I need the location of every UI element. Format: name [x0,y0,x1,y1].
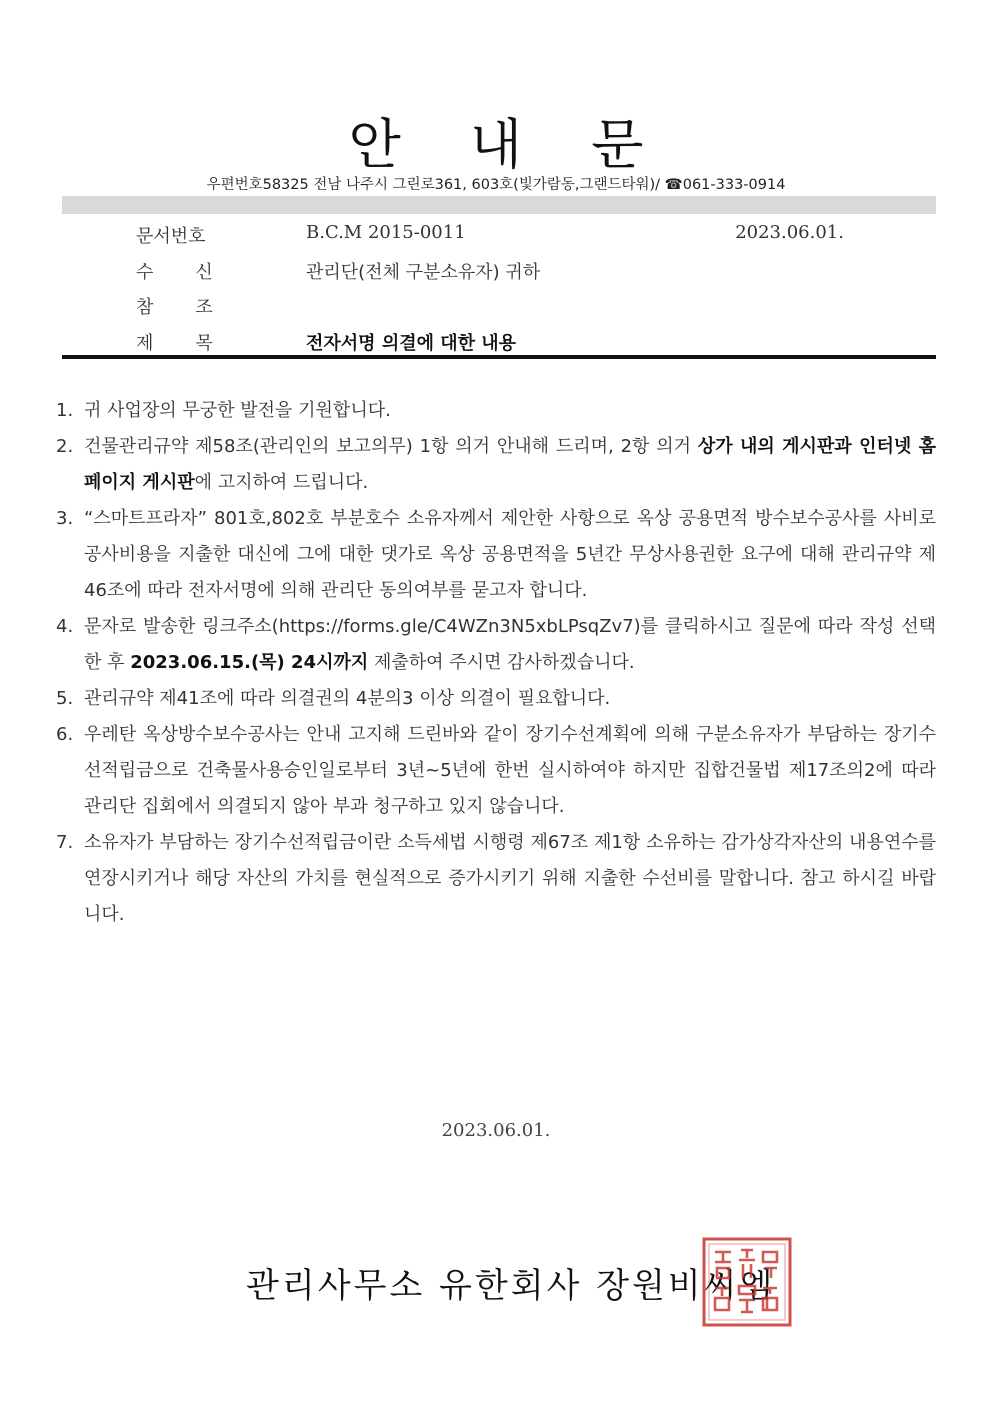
item-number: 4. [56,616,74,637]
notice-item [56,501,936,609]
item-number: 6. [56,724,74,745]
recipient-value: 관리단(전체 구분소유자) 귀하 [306,262,541,283]
item-number: 5. [56,688,74,709]
item-text: 우레탄 옥상방수보수공사는 안내 고지해 드린바와 같이 장기수선계획에 의해 구분소유자가 부담하는 장기수선적립금으로 건축물사용승인일로부터 3년~5년에 한번 실시하여야 하지만 집합건물법 제17조의2에 따라 관리단 집회에서 의결되지 않아 부과 청구하고 있지 않습니다. [84,724,936,817]
item-text: 에 고지하여 드립니다. [194,472,369,493]
item-text: 제출하여 주시면 감사하겠습니다. [368,652,635,673]
footer-date: 2023.06.01. [441,1120,551,1141]
item-text: “스마트프라자” 801호,802호 부분호수 소유자께서 제안한 사항으로 옥상 공용면적 방수보수공사를 사비로 공사비용을 지출한 대신에 그에 대한 댓가로 옥상 공용면적을 5년간 무상사용권한 요구에 대해 관리규약 제46조에 따라 전자서명에 의해 관리단 동의여부를 묻고자 합니다. [84,508,936,601]
item-text-bold: 2023.06.15.(목) 24시까지 [130,652,369,673]
doc-no-value: B.C.M 2015-0011 [306,222,466,243]
item-text: 소유자가 부담하는 장기수선적립금이란 소득세법 시행령 제67조 제1항 소유하는 감가상각자산의 내용연수를 연장시키거나 해당 자산의 가치를 현실적으로 증가시키기 위해 지출한 수선비를 말합니다. 참고 하시길 바랍니다. [84,832,936,925]
notice-item [56,609,936,681]
subject-value: 전자서명 의결에 대한 내용 [306,333,517,354]
official-seal-stamp [701,1236,793,1328]
recipient-label: 수신 [136,262,255,283]
reference-label: 참조 [136,297,255,318]
subject-label: 제목 [136,333,255,354]
notice-items [56,393,936,933]
notice-item [56,429,936,501]
notice-item [56,681,936,717]
item-text: 귀 사업장의 무궁한 발전을 기원합니다. [84,400,391,421]
item-number: 3. [56,508,74,529]
item-number: 2. [56,436,74,457]
item-text-bold: 상가 내의 게시판과 인터넷 홈페이지 게시판 [84,436,936,493]
item-text: 문자로 발송한 링크주소(https://forms.gle/C4WZn3N5xbLPsqZv7)를 클릭하시고 질문에 따라 작성 선택한 후 [84,616,936,673]
item-text: 건물관리규약 제58조(관리인의 보고의무) 1항 의거 안내해 드리며, 2항 의거 [84,436,698,457]
meta-row-recipient [62,254,936,284]
notice-item [56,393,936,429]
item-text: 관리규약 제41조에 따라 의결권의 4분의3 이상 의결이 필요합니다. [84,688,611,709]
item-number: 7. [56,832,74,853]
notice-item [56,717,936,825]
header-divider-bar [62,196,936,214]
document-title: 안 내 문 [348,113,670,176]
doc-date: 2023.06.01. [735,222,844,243]
notice-item [56,825,936,933]
doc-no-label: 문서번호 [136,226,206,247]
meta-row-reference [62,289,936,319]
signature-line: 관리사무소 유한회사 장원비씨엠 [246,1266,776,1306]
meta-row-subject [62,325,936,355]
header-bottom-rule [62,355,936,359]
sender-address: 우편번호58325 전남 나주시 그린로361, 603호(빛가람동,그랜드타워)/ ☎061-333-0914 [206,177,786,193]
meta-row-doc-no [62,218,936,248]
item-number: 1. [56,400,74,421]
